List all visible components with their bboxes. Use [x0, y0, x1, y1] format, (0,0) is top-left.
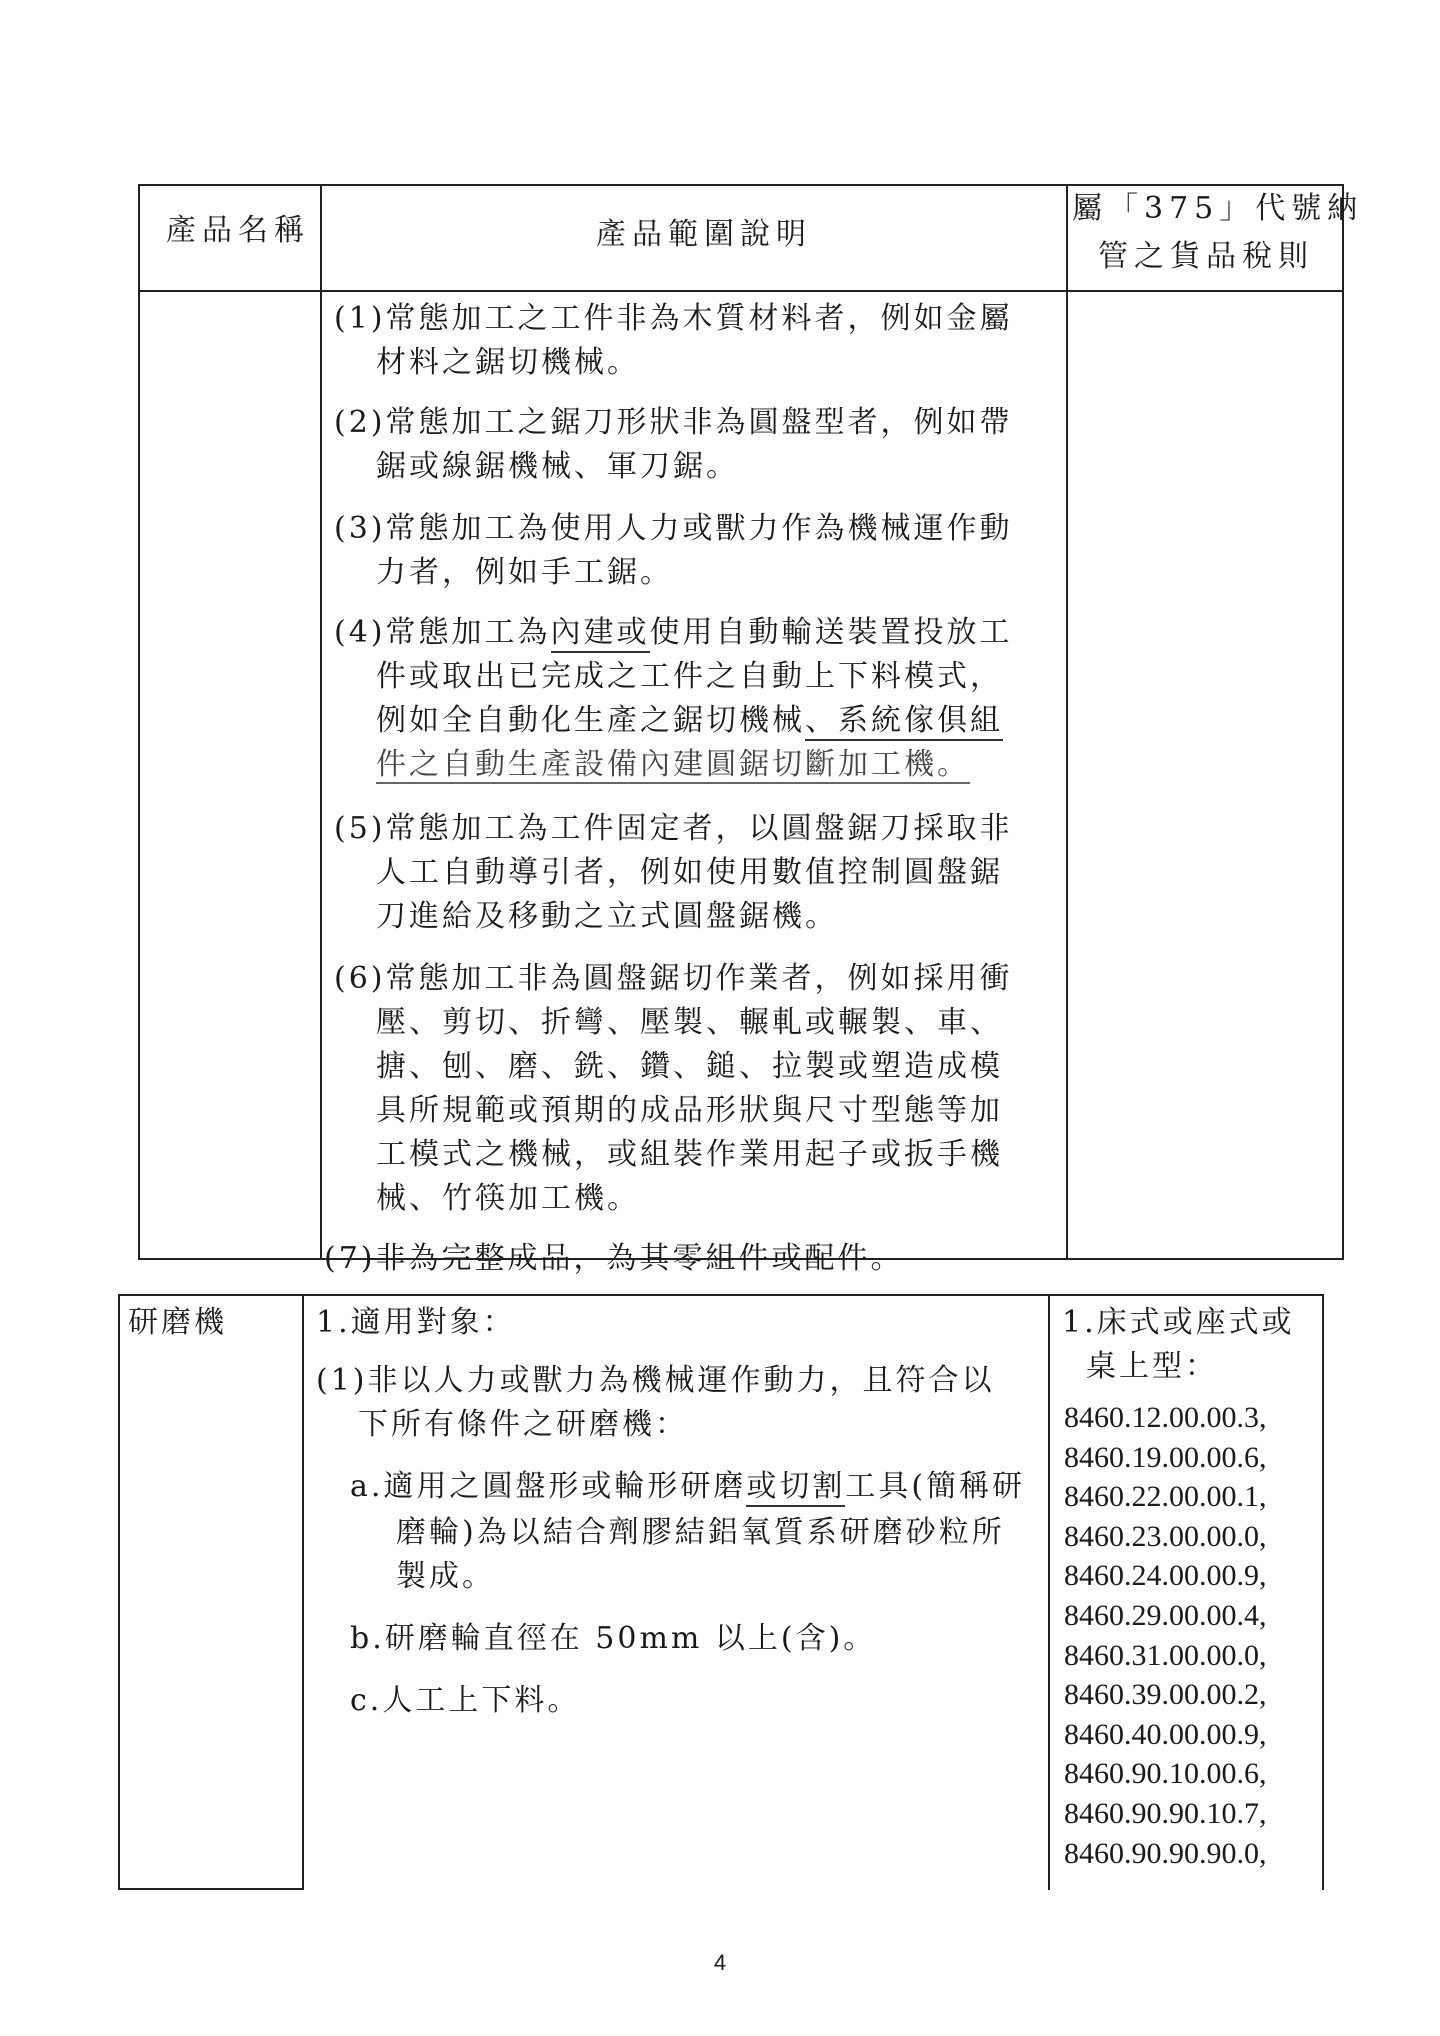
grinder-cond-a-line2: 磨輪)為以結合劑膠結鋁氧質系研磨砂粒所 — [396, 1515, 1005, 1550]
item-7-line1: (7)非為完整成品，為其零組件或配件。 — [324, 1241, 904, 1276]
table-col-divider — [1066, 184, 1068, 1260]
header-product-name: 產品名稱 — [166, 213, 310, 248]
tariff-code: 8460.23.00.00.0, — [1064, 1519, 1267, 1553]
grinder-applicable-heading: 1.適用對象： — [316, 1305, 516, 1340]
item-6-line6: 械、竹筷加工機。 — [376, 1181, 640, 1216]
tariff-code: 8460.40.00.00.9, — [1064, 1717, 1267, 1751]
item-5-line1: (5)常態加工為工件固定者，以圓盤鋸刀採取非 — [334, 811, 1013, 846]
grinder-cond-b: b.研磨輪直徑在 50mm 以上(含)。 — [350, 1621, 877, 1656]
item-6-line1: (6)常態加工非為圓盤鋸切作業者，例如採用衝 — [334, 961, 1013, 996]
tariff-code: 8460.31.00.00.0, — [1064, 1638, 1267, 1672]
tariff-code: 8460.12.00.00.3, — [1064, 1401, 1267, 1434]
tariff-code: 8460.90.10.00.6, — [1064, 1757, 1267, 1791]
item-5-line2: 人工自動導引者，例如使用數值控制圓盤鋸 — [376, 855, 1003, 890]
tariff-code: 8460.39.00.00.2, — [1064, 1678, 1267, 1712]
item-6-line5: 工模式之機械，或組裝作業用起子或扳手機 — [376, 1137, 1003, 1172]
item-1-line2: 材料之鋸切機械。 — [376, 345, 640, 380]
tariff-code: 8460.29.00.00.4, — [1064, 1598, 1267, 1632]
table-bottom-edge — [118, 1888, 304, 1890]
grinder-cond-a-line1: a.適用之圓盤形或輪形研磨或切割工具(簡稱研 — [350, 1466, 1025, 1508]
product-name-grinder: 研磨機 — [128, 1305, 227, 1340]
item-1-line1: (1)常態加工之工件非為木質材料者，例如金屬 — [334, 301, 1013, 336]
grinder-cond-1-line1: (1)非以人力或獸力為機械運作動力，且符合以 — [316, 1363, 995, 1398]
page-number: 4 — [713, 1950, 727, 1975]
tariff-code: 8460.24.00.00.9, — [1064, 1559, 1267, 1593]
item-4-line2: 件或取出已完成之工件之自動上下料模式， — [376, 659, 1003, 694]
tariff-code: 8460.90.90.90.0, — [1064, 1836, 1267, 1870]
header-tariff-line1: 屬「375」代號納 — [1072, 191, 1364, 226]
item-2-line1: (2)常態加工之鋸刀形狀非為圓盤型者，例如帶 — [334, 405, 1013, 440]
table-col-divider — [302, 1294, 304, 1890]
header-tariff-line2: 管之貨品稅則 — [1098, 239, 1314, 274]
tariff-type-line2: 桌上型： — [1086, 1349, 1218, 1384]
item-2-line2: 鋸或線鋸機械、軍刀鋸。 — [376, 449, 739, 484]
item-4-line4: 件之自動生產設備內建圓鋸切斷加工機。 — [376, 747, 970, 782]
tariff-code: 8460.90.90.10.7, — [1064, 1796, 1267, 1830]
tariff-code-list — [1064, 1398, 1267, 1873]
item-3-line2: 力者，例如手工鋸。 — [376, 555, 673, 590]
grinder-cond-c: c.人工上下料。 — [350, 1683, 581, 1718]
item-4-line3: 例如全自動化生產之鋸切機械、系統傢俱組 — [376, 700, 1003, 742]
item-6-line4: 具所規範或預期的成品形狀與尺寸型態等加 — [376, 1093, 1003, 1128]
item-4-line1: (4)常態加工為內建或使用自動輸送裝置投放工 — [334, 612, 1013, 654]
item-5-line3: 刀進給及移動之立式圓盤鋸機。 — [376, 899, 838, 934]
table-col-divider — [320, 184, 322, 1260]
item-3-line1: (3)常態加工為使用人力或獸力作為機械運作動 — [334, 511, 1013, 546]
tariff-code: 8460.19.00.00.6, — [1064, 1440, 1267, 1474]
grinder-cond-1-line2: 下所有條件之研磨機： — [358, 1407, 688, 1442]
table-header-divider — [138, 290, 1344, 292]
item-6-line2: 壓、剪切、折彎、壓製、輾軋或輾製、車、 — [376, 1005, 1003, 1040]
item-6-line3: 搪、刨、磨、銑、鑽、鎚、拉製或塑造成模 — [376, 1049, 1003, 1084]
tariff-type-line1: 1.床式或座式或 — [1062, 1305, 1295, 1340]
tariff-code: 8460.22.00.00.1, — [1064, 1480, 1267, 1514]
grinder-cond-a-line3: 製成。 — [396, 1559, 495, 1594]
table-col-divider — [1048, 1294, 1050, 1890]
header-product-scope: 產品範圍說明 — [596, 217, 812, 252]
